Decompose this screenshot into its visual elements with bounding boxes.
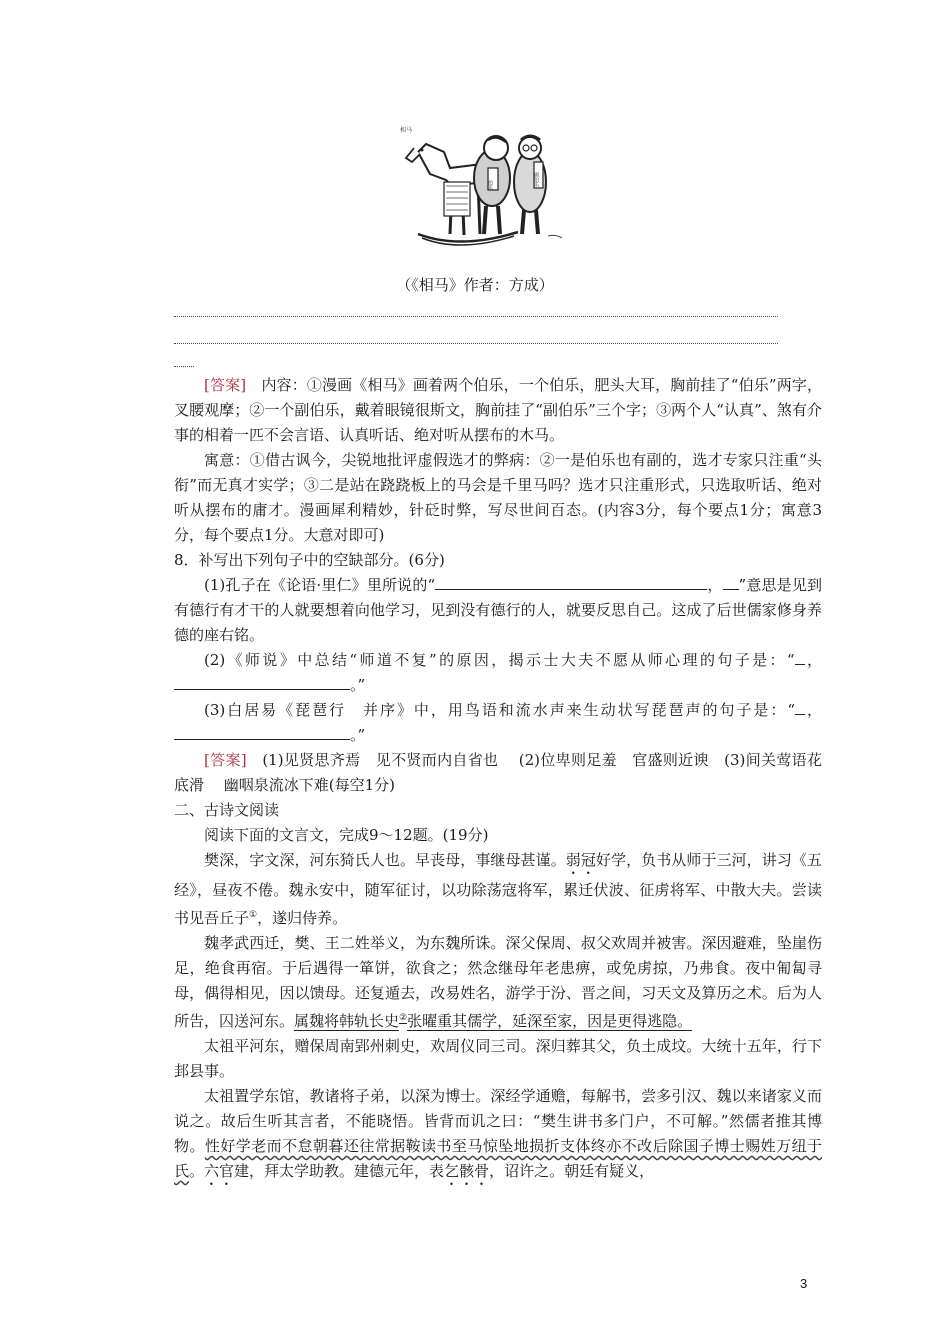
q8-item-3: (3)白居易《琵琶行 并序》中，用鸟语和流水声来生动状写琵琶声的句子是：“ ，。” <box>174 698 822 748</box>
q8-stem: 8．补写出下列句子中的空缺部分。(6分) <box>174 551 445 569</box>
answer-line-2 <box>174 343 778 344</box>
underlined-sentence-part-2: 张曜重其儒学，延深至家，因是更得逃隐。 <box>407 1012 693 1030</box>
blank-5 <box>795 699 805 715</box>
cartoon-illustration <box>400 122 570 256</box>
main-text <box>174 373 822 1189</box>
q7-answer-meaning: 寓意：①借古讽今，尖锐地批评虚假选才的弊病：②一是伯乐也有副的，选才专家只注重“头衔”而无真才实学；③二是站在跷跷板上的马会是千里马吗？选才只注重形式，只选取听话、绝对听从摆布的庸才。漫画犀利精妙，针砭时弊，写尽世间百态。(内容3分，每个要点1分；寓意3分，每个要点1分。大意对即可) <box>174 451 822 544</box>
footnote-mark-1: ① <box>249 910 258 920</box>
blank-1 <box>435 574 707 590</box>
passage-paragraph-3: 太祖平河东，赠保周南郢州刺史，欢周仪同三司。深归葬其父，负土成坟。大统十五年，行下邽县事。 <box>174 1037 822 1080</box>
dotted-word-ruoguan: 弱冠 <box>565 851 596 869</box>
passage-paragraph-1: 樊深，字文深，河东猗氏人也。早丧母，事继母甚谨。弱冠好学，负书从师于三河，讲习《五经》，昼夜不倦。魏永安中，随军征讨，以功除荡寇将军，累迁伏波、征虏将军、中散大夫。尝读书见吾丘子①，遂归侍养。 <box>174 851 822 927</box>
dotted-word-qihaigu: 乞骸骨 <box>444 1162 490 1180</box>
q8-item-1: (1)孔子在《论语·里仁》里所说的“ ， ”意思是见到有德行有才干的人就要想着向他学习，见到没有德行的人，就要反思自己。这成了后世儒家修身养德的座右铭。 <box>174 576 823 644</box>
cartoon-xiangma-image <box>400 122 570 256</box>
answer-tag: [答案] <box>204 376 247 394</box>
figure-caption: （《相马》作者：方成） <box>396 276 554 294</box>
underlined-sentence-part-1: 属魏将韩轨长史 <box>294 1012 400 1030</box>
dotted-word-liuguan: 六官 <box>204 1162 235 1180</box>
blank-2 <box>723 574 739 590</box>
q7-answer-content: [答案] 内容：①漫画《相马》画着两个伯乐，一个伯乐，肥头大耳，胸前挂了“伯乐”两字，叉腰观摩；②一个副伯乐，戴着眼镜很斯文，胸前挂了“副伯乐”三个字；③两个人“认真”、煞有介事的相着一匹不会言语、认真听话、绝对听从摆布的木马。 <box>174 376 822 444</box>
passage-paragraph-2: 魏孝武西迁，樊、王二姓举义，为东魏所诛。深父保周、叔父欢周并被害。深因避难，坠崖伤足，绝食再宿。于后遇得一箪饼，欲食之；然念继母年老患痹，或免虏掠，乃弗食。夜中匍匐寻母，偶得相见，因以馈母。还复遁去，改易姓名，游学于汾、晋之间，习天文及算历之术。后为人所告，囚送河东。属魏将韩轨长史②张曜重其儒学，延深至家，因是更得逃隐。 <box>174 934 822 1030</box>
section-heading: 二、古诗文阅读 <box>174 801 280 819</box>
wavy-underlined-sentence: 性好学老而不怠朝暮还往常据鞍读书至马惊坠地损折支体终亦不改后除国子博士赐姓万纽于氏 <box>174 1137 822 1180</box>
blank-4 <box>174 674 350 690</box>
section-intro: 阅读下面的文言文，完成9～12题。(19分) <box>204 826 489 844</box>
page-number: 3 <box>800 1276 808 1291</box>
footnote-mark-2: ② <box>399 1013 408 1023</box>
q8-item-2: (2)《师说》中总结“师道不复”的原因，揭示士大夫不愿从师心理的句子是：“ ，。” <box>174 648 822 698</box>
cartoon-signature: 相马 <box>400 127 413 134</box>
answer-line-1 <box>174 316 778 317</box>
badge-right-label: 副伯乐 <box>533 172 539 187</box>
passage-paragraph-4: 太祖置学东馆，教诸将子弟，以深为博士。深经学通赡，每解书，尝多引汉、魏以来诸家义而说之。故后生听其言者，不能晓悟。皆背而讥之曰：“樊生讲书多门户，不可解。”然儒者推其博物。性好学老而不怠朝暮还往常据鞍读书至马惊坠地损折支体终亦不改后除国子博士赐姓万纽于氏。六官建，拜太学助教。建德元年，表乞骸骨，诏许之。朝廷有疑义， <box>174 1087 822 1180</box>
answer-line-3 <box>174 366 194 367</box>
blank-6 <box>174 724 350 740</box>
blank-3 <box>795 649 805 665</box>
badge-left-label: 伯乐 <box>487 180 493 190</box>
q8-answer: [答案] (1)见贤思齐焉 见不贤而内自省也 (2)位卑则足羞 官盛则近谀 (3)间关莺语花底滑 幽咽泉流冰下难(每空1分) <box>174 751 822 794</box>
